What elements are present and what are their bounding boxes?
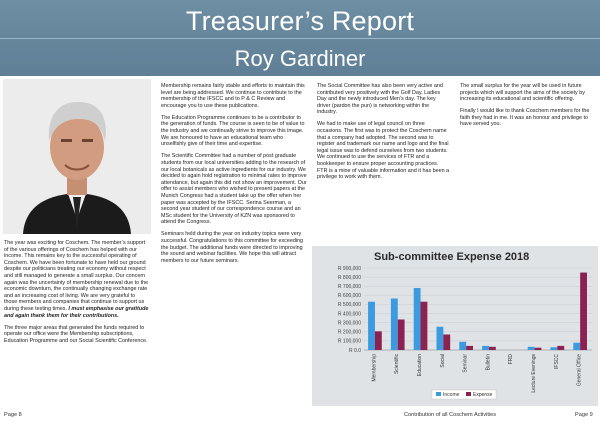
legend-label: Expense (473, 392, 493, 398)
y-tick-label: R 500,000 (337, 302, 361, 309)
legend-swatch (436, 392, 441, 396)
bar-expense (535, 348, 542, 350)
paragraph: The small surplus for the year will be used in future projects which will support the aims of the society by increasing its educational and scientific offering. (460, 83, 585, 103)
paragraph: We had to make use of legal council on three occasions. The first was to protect the Coschem name that a company had adopted. The second was to register and trademark our name and logo and the final legal issue was to defend ourselves from two students. We continued to use the services of FTR and a bookkeeper to ensure proper accounting practices. FTR is a mine of valuable information and it has been a privilege to work with them. (317, 121, 450, 181)
footer-caption: Contribution of all Coschem Activities (404, 412, 497, 418)
legend-swatch (466, 392, 471, 396)
paragraph: Seminars held during the year on industry topics were very successful. Congratulations to this committee for exceeding the budget. The additional funds were directed to improving the sound and webinar facilities. We hope this will attract members to our future seminars. (161, 231, 304, 264)
column-3 (317, 83, 450, 186)
bar-expense (443, 335, 450, 350)
bar-income (459, 342, 466, 350)
x-tick-label: IFSCC (553, 354, 560, 369)
header-divider (0, 38, 600, 39)
bar-income (573, 343, 580, 350)
x-tick-label: Bulletin (485, 354, 492, 371)
paragraph: The Scientific Committee had a number of post graduate students from our local universities adding to the research of our local botanicals as active ingredients for our industry. We decided to again hold registration to minimal rates to improve attendance, but again this did not show an improvement. Our offer to assist members who wished to present papers at the Munich Congress had a student take up the offer when her paper was accepted by the IFSCC. Serina Seerman, a second year student of our correspondence course and an MSc student for the University of KZN was sponsored to attend the Congress. (161, 153, 307, 226)
x-tick-label: Education (417, 354, 423, 377)
bar-expense (557, 346, 564, 350)
bar-expense (421, 302, 428, 350)
bar-expense (489, 347, 496, 350)
chart-title: Sub-committee Expense 2018 (374, 251, 530, 263)
x-tick-label: Seminar (462, 354, 469, 373)
bar-expense (398, 319, 405, 350)
bar-expense (375, 331, 382, 350)
paragraph: Membership remains fairly stable and efforts to maintain this level are being addressed. We continue to contribute to the membership of the IFSCC and to P & C Review and encourage you to use these publications. (161, 83, 305, 109)
page-number-right: Page 9 (575, 412, 593, 418)
y-tick-label: R 100,000 (337, 338, 361, 345)
y-tick-label: R 700,000 (337, 284, 361, 291)
column-4 (460, 83, 597, 134)
paragraph (4, 240, 149, 319)
paragraph: The Social Committee has also been very active and contributed very positively with the Golf Day, Ladies Day and the newly introduced Men’s day. The key driver (pardon the pun) is networking within the industry. (317, 83, 443, 116)
y-tick-label: R 200,000 (337, 329, 361, 336)
y-tick-label: R 600,000 (337, 293, 361, 300)
bar-income (482, 346, 489, 350)
paragraph: The Education Programme continues to be a contributor to the generation of funds. The course is seen to be of value to the industry and we continually strive to improve this image. We are honoured to have an educational team who unselfishly give of their time and expertise. (161, 114, 305, 148)
y-tick-label: R 400,000 (337, 311, 361, 318)
y-tick-label: R 0.0 (349, 347, 361, 354)
bar-income (437, 327, 444, 350)
paragraph: Finally I would like to thank Coschem members for the faith they had in me. It was an honour and privilege to have served you. (460, 108, 590, 128)
x-tick-label: Lecture Evenings (531, 354, 537, 393)
bar-income (391, 299, 398, 350)
x-tick-label: General Office (576, 354, 583, 387)
page-number-left: Page 8 (4, 412, 22, 418)
bar-expense (466, 346, 473, 350)
bar-income (414, 288, 421, 350)
y-tick-label: R 900,000 (337, 265, 361, 272)
expense-chart (312, 246, 598, 406)
y-tick-label: R 800,000 (337, 274, 361, 281)
x-tick-label: Scientific (394, 354, 401, 375)
bar-income (551, 347, 558, 350)
y-tick-label: R 300,000 (337, 320, 361, 327)
bar-income (528, 347, 535, 350)
author-name: Roy Gardiner (234, 46, 366, 71)
paragraph-text: The year was exciting for Coschem. The member’s support of the various offerings of Coschem has helped with our income. This remains key to the successful operating of Coschem. We have been fortunate to have held our ground despite our politicians treating our economy without respect and still managed to generate a small surplus. Our concern again was the uncertainty of membership renewal due to the economic downturn, the continually changing exchange rate and an increasing cost of living. We are very grateful to those members and companies that continue to support us during these testing times. (4, 240, 149, 312)
chart-canvas (312, 246, 598, 406)
author-portrait-image (3, 79, 151, 234)
emphasis-text: I must emphasise our gratitude and again thank them for their contributions. (4, 305, 149, 319)
bar-expense (580, 273, 587, 350)
paragraph: The three major areas that generated the funds required to operate our office were the Membership subscriptions, Education Programme and our Social Scientific Conference. (4, 324, 148, 344)
column-1 (4, 240, 149, 350)
x-tick-label: FRD (508, 354, 515, 365)
x-tick-label: Membership (371, 354, 378, 382)
author-photo (3, 79, 151, 234)
page-title: Treasurer’s Report (185, 6, 415, 36)
legend-label: Income (443, 392, 460, 398)
column-2 (161, 83, 307, 270)
x-tick-label: Social (439, 354, 446, 368)
bar-income (368, 302, 375, 350)
page-header (0, 0, 600, 76)
